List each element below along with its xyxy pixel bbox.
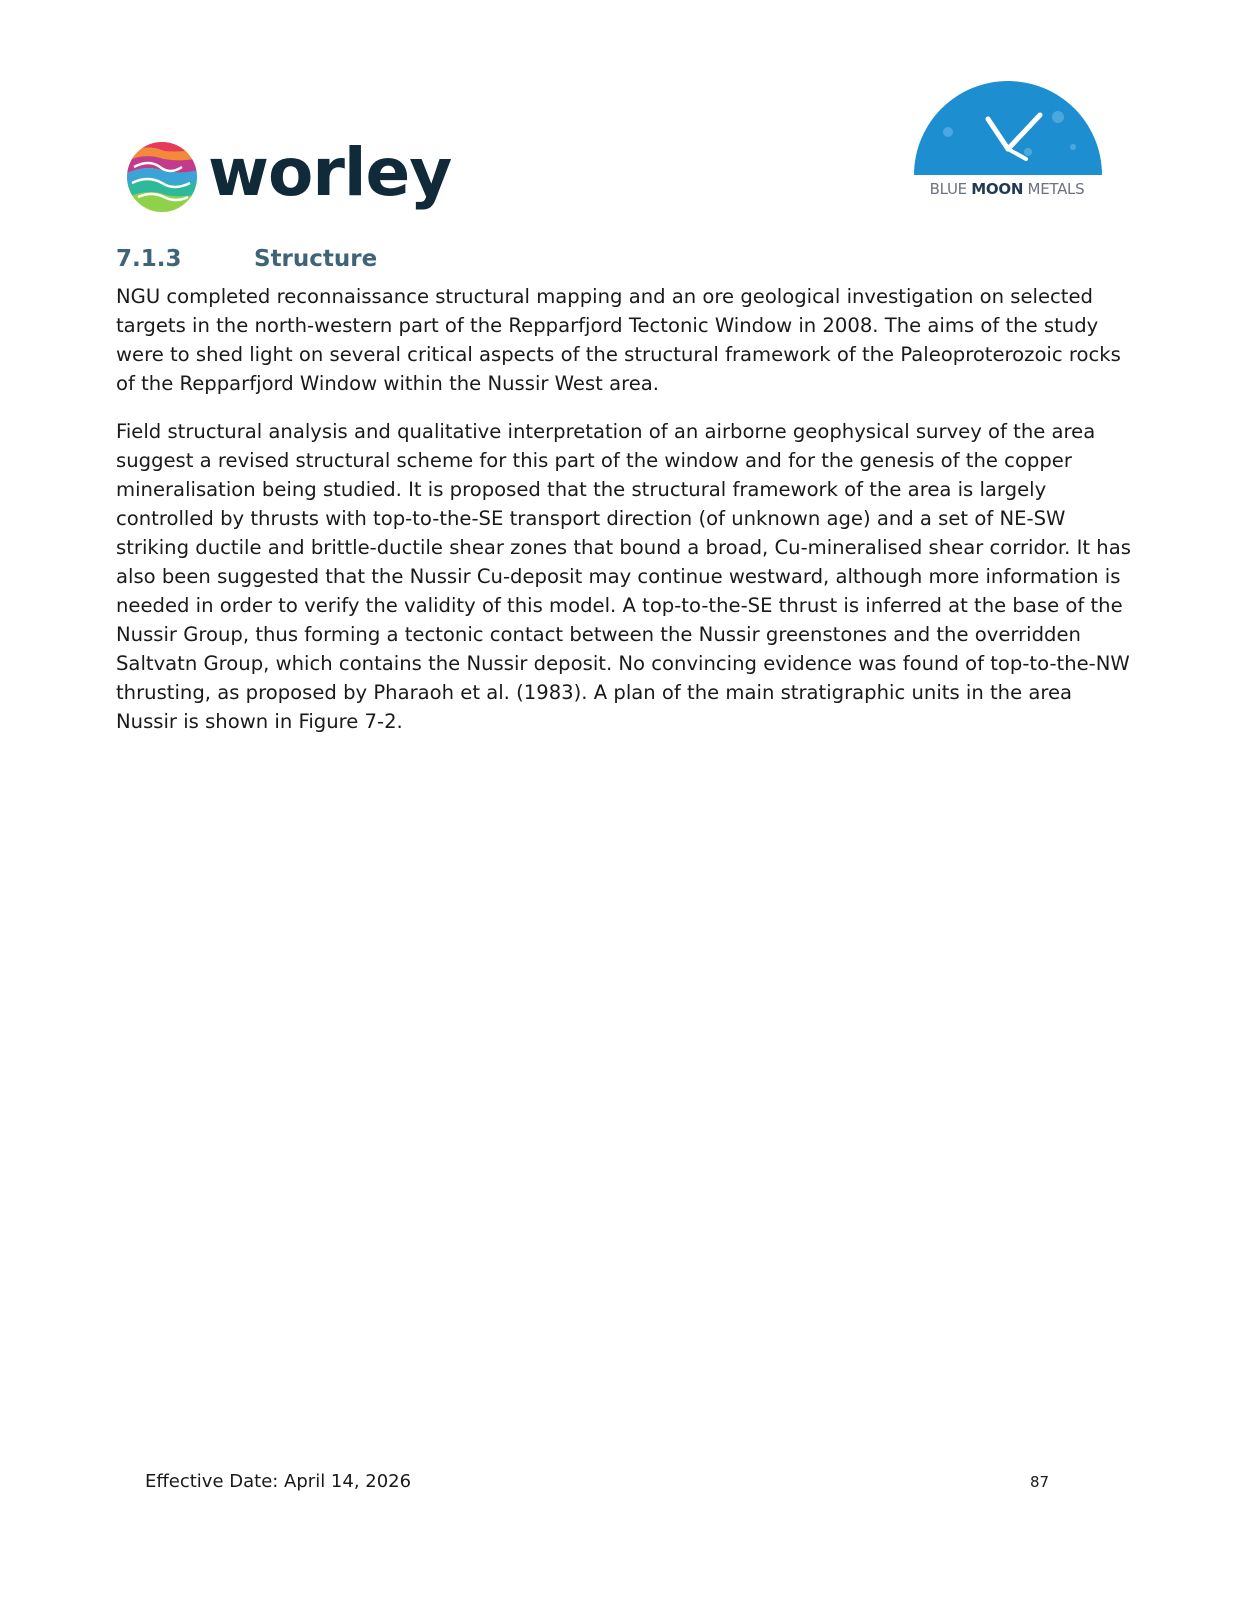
paragraph-2: Field structural analysis and qualitative interpretation of an airborne geophysical survey of the area suggest a revised structural scheme for this part of the window and for the genesis of the copper mineralisation being studied. It is proposed that the structural framework of the area is largely controlled by thrusts with top-to-the-SE transport direction (of unknown age) and a set of NE-SW striking ductile and brittle-ductile shear zones that bound a broad, Cu-mineralised shear corridor. It has also been suggested that the Nussir Cu-deposit may continue westward, although more information is needed in order to verify the validity of this model. A top-to-the-SE thrust is inferred at the base of the Nussir Group, thus forming a tectonic contact between the Nussir greenstones and the overridden Saltvatn Group, which contains the Nussir deposit. No convincing evidence was found of top-to-the-NW thrusting, as proposed by Pharaoh et al. (1983). A plan of the main stratigraphic units in the area Nussir is shown in Figure 7-2. [116, 420, 1131, 733]
paragraph-1: NGU completed reconnaissance structural mapping and an ore geological investigation on selected targets in the north-western part of the Repparfjord Tectonic Window in 2008. The aims of the study were to shed light on several critical aspects of the structural framework of the Paleoproterozoic rocks of the Repparfjord Window within the Nussir West area. [116, 285, 1121, 395]
bm-text-blue: BLUE [929, 180, 972, 198]
blue-moon-metals-wordmark [908, 180, 1106, 198]
worley-logo [124, 134, 452, 217]
section-title: Structure [254, 246, 378, 272]
worley-logo-icon [124, 137, 202, 217]
footer-page-number: 87 [1030, 1473, 1050, 1491]
blue-moon-metals-logo-icon [908, 77, 1108, 177]
bm-text-metals: METALS [1023, 180, 1085, 198]
bm-text-moon: MOON [971, 180, 1024, 198]
blue-moon-metals-logo [908, 77, 1108, 207]
section-number: 7.1.3 [116, 246, 182, 272]
footer-effective-date: Effective Date: April 14, 2026 [145, 1471, 412, 1492]
page-header [0, 0, 1250, 230]
section-heading [116, 240, 1136, 278]
page-content [116, 240, 1136, 736]
worley-wordmark: worley [208, 134, 452, 211]
